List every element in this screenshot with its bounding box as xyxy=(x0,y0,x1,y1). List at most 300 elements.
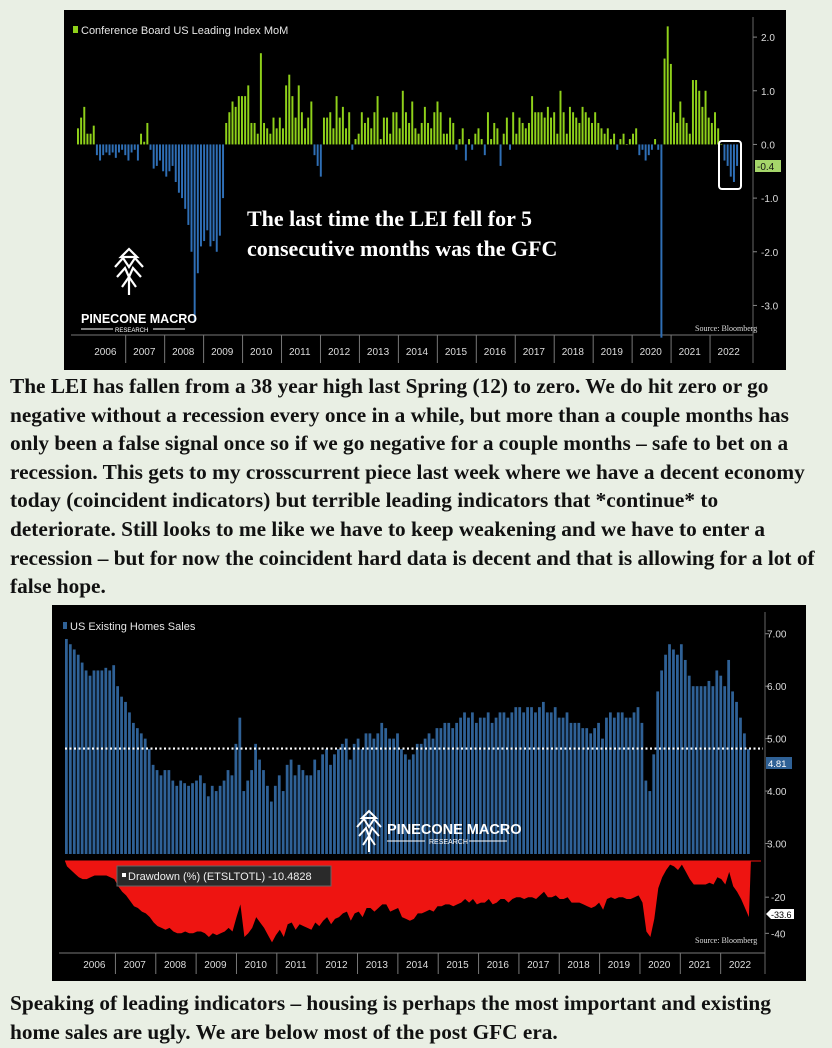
homes-bar xyxy=(609,712,612,854)
lei-bar xyxy=(250,123,252,144)
lei-bar xyxy=(619,139,621,144)
lei-bar xyxy=(519,118,521,145)
lei-year-label: 2022 xyxy=(717,347,740,358)
lei-bar xyxy=(285,85,287,144)
homes-bar xyxy=(250,770,253,854)
homes-year-label: 2009 xyxy=(204,960,227,971)
lei-ytick-label: -1.0 xyxy=(761,194,779,206)
lei-bar xyxy=(544,118,546,145)
homes-bar xyxy=(167,770,170,854)
lei-bar xyxy=(159,144,161,160)
lei-year-label: 2019 xyxy=(600,347,623,358)
lei-bar xyxy=(304,128,306,144)
homes-bar xyxy=(574,723,577,854)
lei-bar xyxy=(77,128,79,144)
lei-year-label: 2014 xyxy=(405,347,429,358)
lei-bar xyxy=(468,139,470,144)
lei-bar xyxy=(345,128,347,144)
homes-bar xyxy=(558,718,561,854)
homes-chart xyxy=(55,608,803,978)
lei-bar xyxy=(440,112,442,144)
lei-bar xyxy=(86,134,88,145)
lei-bar xyxy=(553,112,555,144)
lei-bar xyxy=(411,102,413,145)
lei-bar xyxy=(481,139,483,144)
lei-bar xyxy=(336,96,338,144)
lei-bar xyxy=(194,144,196,321)
svg-text:PINECONE MACRO: PINECONE MACRO xyxy=(387,822,522,838)
lei-year-label: 2013 xyxy=(366,347,390,358)
homes-bar xyxy=(329,765,332,854)
homes-bar xyxy=(522,712,525,854)
lei-bar xyxy=(90,134,92,145)
homes-year-label: 2017 xyxy=(527,960,550,971)
homes-year-label: 2018 xyxy=(567,960,590,971)
lei-bar xyxy=(329,112,331,144)
lei-bar xyxy=(273,118,275,145)
homes-bar xyxy=(183,783,186,854)
lei-bar xyxy=(102,144,104,155)
commentary-paragraph-2: Speaking of leading indicators – housing is perhaps the most important and existing home sales are ugly. We are below most of the post GFC era. xyxy=(10,991,771,1044)
lei-bar xyxy=(594,112,596,144)
lei-bar xyxy=(569,107,571,145)
homes-bar xyxy=(589,733,592,854)
lei-bar xyxy=(629,139,631,144)
homes-bar xyxy=(108,670,111,854)
lei-bar xyxy=(509,144,511,149)
homes-bar xyxy=(89,676,92,854)
lei-bar xyxy=(181,144,183,198)
lei-bar xyxy=(673,112,675,144)
homes-bar xyxy=(400,749,403,854)
homes-bar xyxy=(704,686,707,854)
lei-bar xyxy=(254,123,256,144)
lei-chart-title: Conference Board US Leading Index MoM xyxy=(81,25,289,37)
homes-bar xyxy=(136,728,139,854)
homes-bar xyxy=(246,781,249,854)
lei-bar xyxy=(399,128,401,144)
homes-year-label: 2006 xyxy=(83,960,106,971)
lei-bar xyxy=(109,144,111,155)
lei-year-label: 2016 xyxy=(483,347,507,358)
lei-bar xyxy=(326,118,328,145)
lei-bar xyxy=(96,144,98,155)
lei-bar xyxy=(727,144,729,165)
lei-year-label: 2006 xyxy=(94,347,117,358)
lei-bar xyxy=(241,96,243,144)
lei-bar xyxy=(443,134,445,145)
lei-bar xyxy=(616,144,618,149)
lei-year-label: 2018 xyxy=(561,347,584,358)
homes-bar xyxy=(526,707,529,854)
homes-ytick-label: 7.00 xyxy=(767,629,787,641)
homes-year-label: 2008 xyxy=(163,960,187,971)
annotation-line-2: consecutive months was the GFC xyxy=(247,236,558,261)
lei-year-label: 2017 xyxy=(522,347,545,358)
svg-text:PINECONE MACRO: PINECONE MACRO xyxy=(81,312,197,326)
homes-bar xyxy=(656,691,659,854)
lei-bar xyxy=(288,75,290,145)
lei-bar xyxy=(708,118,710,145)
lei-bar xyxy=(392,112,394,144)
commentary-paragraph-1: The LEI has fallen from a 38 year high last Spring (12) to zero. We do hit zero or go negative without a recession every once in a while, but more than a couple months has only been a false signal once so if we go negative for a couple months – safe to bet on a recession. This gets to my crosscurrent piece last week where we have a decent economy today (coincident indicators) but terrible leading indicators that *continue* to deteriorate. Still looks to me like we have to keep weakening and we have to enter a recession – but for now the coincident hard data is decent and that is allowing for a lot of false hope. xyxy=(10,374,815,599)
lei-bar xyxy=(679,102,681,145)
homes-bar xyxy=(349,760,352,854)
homes-bar xyxy=(77,655,80,854)
lei-year-label: 2008 xyxy=(172,347,195,358)
lei-bar xyxy=(105,144,107,152)
lei-bar xyxy=(247,85,249,144)
homes-bar xyxy=(274,786,277,854)
homes-bar xyxy=(112,665,115,854)
homes-bar xyxy=(534,712,537,854)
homes-bar xyxy=(164,770,167,854)
lei-bar xyxy=(613,134,615,145)
homes-bar xyxy=(644,781,647,854)
homes-bar xyxy=(321,754,324,854)
lei-bar xyxy=(695,80,697,144)
lei-year-label: 2010 xyxy=(250,347,273,358)
lei-bar xyxy=(736,144,738,165)
lei-bar xyxy=(364,123,366,144)
lei-bar xyxy=(370,128,372,144)
homes-bar xyxy=(81,663,84,854)
lei-bar xyxy=(427,123,429,144)
lei-bar xyxy=(705,91,707,145)
homes-bar xyxy=(313,760,316,854)
lei-bar xyxy=(279,118,281,145)
homes-bar xyxy=(171,781,174,854)
drawdown-legend-label: Drawdown (%) (ETSLTOTL) -10.4828 xyxy=(128,871,312,883)
lei-bar xyxy=(578,123,580,144)
homes-bar xyxy=(566,712,569,854)
homes-bar xyxy=(120,697,123,854)
current-value-label: 4.81 xyxy=(768,759,787,770)
homes-bar xyxy=(305,775,308,854)
lei-bar xyxy=(610,139,612,144)
homes-bar xyxy=(550,712,553,854)
homes-ytick-label: 3.00 xyxy=(767,839,787,851)
homes-bar xyxy=(597,723,600,854)
lei-bar xyxy=(269,134,271,145)
homes-bar xyxy=(601,739,604,854)
homes-bar xyxy=(719,676,722,854)
homes-bar xyxy=(286,765,289,854)
lei-bar xyxy=(550,118,552,145)
homes-ytick-label: 4.00 xyxy=(767,787,787,799)
homes-bar xyxy=(715,670,718,854)
lei-bar xyxy=(437,102,439,145)
homes-bar xyxy=(341,744,344,854)
lei-bar xyxy=(99,144,101,160)
lei-bar xyxy=(184,144,186,208)
drawdown-ytick-label: -40 xyxy=(771,929,786,941)
homes-bar xyxy=(116,686,119,854)
drawdown-value-label: -33.6 xyxy=(771,910,792,920)
lei-bar xyxy=(534,112,536,144)
lei-bar xyxy=(588,118,590,145)
lei-year-label: 2015 xyxy=(444,347,468,358)
homes-bar xyxy=(282,791,285,854)
homes-bar xyxy=(333,754,336,854)
homes-bar xyxy=(617,712,620,854)
lei-bar xyxy=(560,91,562,145)
homes-bar xyxy=(404,754,407,854)
homes-bar xyxy=(290,760,293,854)
homes-year-label: 2021 xyxy=(688,960,711,971)
lei-bar xyxy=(228,112,230,144)
drawdown-legend-swatch xyxy=(122,873,126,877)
lei-bar xyxy=(689,134,691,145)
lei-bar xyxy=(219,144,221,235)
homes-bar xyxy=(735,702,738,854)
lei-bar xyxy=(389,134,391,145)
lei-bar xyxy=(496,128,498,144)
homes-year-label: 2020 xyxy=(648,960,671,971)
homes-bar xyxy=(65,639,68,854)
homes-bar xyxy=(207,796,210,854)
homes-year-label: 2019 xyxy=(607,960,631,971)
homes-bar xyxy=(361,749,364,854)
homes-bar xyxy=(708,681,711,854)
lei-bar xyxy=(541,112,543,144)
lei-bar xyxy=(314,144,316,155)
homes-bar xyxy=(317,770,320,854)
homes-bar xyxy=(140,733,143,854)
lei-bar xyxy=(191,144,193,251)
lei-bar xyxy=(563,112,565,144)
homes-bar xyxy=(408,760,411,854)
homes-bar xyxy=(652,754,655,854)
homes-bar xyxy=(613,718,616,854)
lei-bar xyxy=(235,107,237,145)
lei-bar xyxy=(291,96,293,144)
lei-bar xyxy=(645,144,647,160)
lei-bar xyxy=(522,123,524,144)
homes-bar xyxy=(562,718,565,854)
lei-bar xyxy=(503,134,505,145)
lei-bar xyxy=(373,112,375,144)
lei-bar xyxy=(402,91,404,145)
lei-year-label: 2012 xyxy=(327,347,351,358)
homes-bar xyxy=(739,718,742,854)
homes-bar xyxy=(660,670,663,854)
lei-bar xyxy=(187,144,189,225)
lei-bar xyxy=(449,118,451,145)
lei-ytick-label: -3.0 xyxy=(761,301,779,313)
lei-bar xyxy=(500,144,502,165)
homes-bar xyxy=(148,749,151,854)
lei-bar xyxy=(421,123,423,144)
homes-year-label: 2022 xyxy=(728,960,752,971)
homes-bar xyxy=(365,733,368,854)
homes-bar xyxy=(723,686,726,854)
lei-source: Source: Bloomberg xyxy=(695,324,758,333)
lei-bar xyxy=(150,144,152,149)
lei-bar xyxy=(720,144,722,145)
lei-bar xyxy=(342,107,344,145)
lei-ytick-label: 2.0 xyxy=(761,33,775,45)
lei-bar xyxy=(723,144,725,160)
lei-bar xyxy=(654,139,656,144)
homes-bar xyxy=(641,723,644,854)
homes-bar xyxy=(215,791,218,854)
last-value-label: -0.4 xyxy=(757,162,775,173)
lei-bar xyxy=(515,134,517,145)
lei-bar xyxy=(232,102,234,145)
lei-bar xyxy=(455,144,457,149)
homes-bar xyxy=(731,691,734,854)
homes-bar xyxy=(191,783,194,854)
lei-bar xyxy=(686,123,688,144)
lei-bar xyxy=(414,128,416,144)
homes-bar xyxy=(676,655,679,854)
lei-bar xyxy=(396,112,398,144)
homes-bar xyxy=(546,712,549,854)
lei-bar xyxy=(260,53,262,144)
homes-bar xyxy=(577,723,580,854)
lei-bar xyxy=(471,144,473,149)
homes-bar xyxy=(132,723,135,854)
homes-bar xyxy=(570,723,573,854)
lei-bar xyxy=(701,107,703,145)
lei-bar xyxy=(93,126,95,145)
lei-bar xyxy=(604,134,606,145)
lei-bar xyxy=(537,112,539,144)
homes-bar xyxy=(309,775,312,854)
lei-bar xyxy=(175,144,177,182)
lei-bar xyxy=(310,102,312,145)
homes-bar xyxy=(258,760,261,854)
lei-bar xyxy=(162,144,164,171)
homes-bar xyxy=(380,723,383,854)
homes-bar xyxy=(100,670,103,854)
lei-bar xyxy=(493,123,495,144)
lei-bar xyxy=(263,123,265,144)
homes-source: Source: Bloomberg xyxy=(695,936,758,945)
homes-bar xyxy=(160,775,163,854)
homes-ytick-label: 6.00 xyxy=(767,682,787,694)
lei-bar xyxy=(446,134,448,145)
homes-bar xyxy=(144,739,147,854)
homes-bar xyxy=(727,660,730,854)
homes-bar xyxy=(187,786,190,854)
homes-year-label: 2007 xyxy=(123,960,146,971)
homes-bar xyxy=(581,728,584,854)
homes-bar xyxy=(179,781,182,854)
homes-bar xyxy=(97,670,100,854)
homes-bar xyxy=(530,707,533,854)
lei-bar xyxy=(626,144,628,145)
homes-bar xyxy=(692,686,695,854)
homes-year-label: 2013 xyxy=(365,960,388,971)
homes-bar xyxy=(747,749,750,854)
lei-bar xyxy=(203,144,205,241)
lei-year-label: 2021 xyxy=(678,347,701,358)
homes-bar xyxy=(585,728,588,854)
homes-bar xyxy=(211,786,214,854)
homes-bar xyxy=(353,744,356,854)
lei-bar xyxy=(146,123,148,144)
homes-year-label: 2016 xyxy=(486,960,509,971)
lei-bar xyxy=(355,139,357,144)
lei-bar xyxy=(238,96,240,144)
homes-bar xyxy=(711,686,714,854)
lei-bar xyxy=(433,112,435,144)
homes-bar xyxy=(648,791,651,854)
lei-year-label: 2009 xyxy=(211,347,234,358)
homes-bar xyxy=(156,770,159,854)
homes-bar xyxy=(73,649,76,854)
homes-year-label: 2010 xyxy=(244,960,267,971)
lei-year-label: 2011 xyxy=(289,347,311,358)
homes-bar xyxy=(302,770,305,854)
annotation-line-1: The last time the LEI fell for 5 xyxy=(247,206,532,231)
homes-bar xyxy=(538,707,541,854)
lei-bar xyxy=(531,96,533,144)
homes-bar xyxy=(593,728,596,854)
lei-bar xyxy=(430,128,432,144)
lei-bar xyxy=(733,144,735,182)
lei-bar xyxy=(528,123,530,144)
homes-bar xyxy=(625,718,628,854)
lei-bar xyxy=(209,144,211,246)
homes-bar xyxy=(152,765,155,854)
lei-bar xyxy=(127,144,129,160)
homes-bar xyxy=(235,744,238,854)
homes-year-label: 2015 xyxy=(446,960,469,971)
svg-text:RESEARCH: RESEARCH xyxy=(115,328,149,334)
lei-ytick-label: 0.0 xyxy=(761,140,775,152)
lei-bar xyxy=(197,144,199,273)
lei-bar xyxy=(383,118,385,145)
lei-bar xyxy=(131,144,133,152)
homes-bar xyxy=(124,702,127,854)
lei-bar xyxy=(323,118,325,145)
lei-bar xyxy=(320,144,322,176)
homes-bar xyxy=(621,712,624,854)
homes-bar xyxy=(242,791,245,854)
lei-bar xyxy=(478,128,480,144)
lei-bar xyxy=(386,118,388,145)
homes-bar xyxy=(637,707,640,854)
lei-chart-panel xyxy=(64,10,786,370)
lei-bar xyxy=(377,96,379,144)
lei-bar xyxy=(143,142,145,145)
lei-bar xyxy=(582,107,584,145)
legend-swatch-lei xyxy=(73,26,78,33)
lei-bar xyxy=(651,144,653,149)
lei-bar xyxy=(623,134,625,145)
lei-bar xyxy=(153,144,155,168)
lei-ytick-label: -2.0 xyxy=(761,247,779,259)
homes-bar xyxy=(345,739,348,854)
homes-bar xyxy=(672,649,675,854)
lei-bar xyxy=(80,118,82,145)
lei-bar xyxy=(140,134,142,145)
lei-bar xyxy=(295,118,297,145)
lei-bar xyxy=(408,123,410,144)
lei-year-label: 2020 xyxy=(639,347,662,358)
lei-bar xyxy=(137,144,139,160)
lei-bar xyxy=(206,144,208,230)
lei-bar xyxy=(575,118,577,145)
homes-bar xyxy=(325,749,328,854)
homes-bar xyxy=(219,786,222,854)
lei-bar xyxy=(367,118,369,145)
homes-bar xyxy=(223,781,226,854)
lei-bar xyxy=(339,118,341,145)
